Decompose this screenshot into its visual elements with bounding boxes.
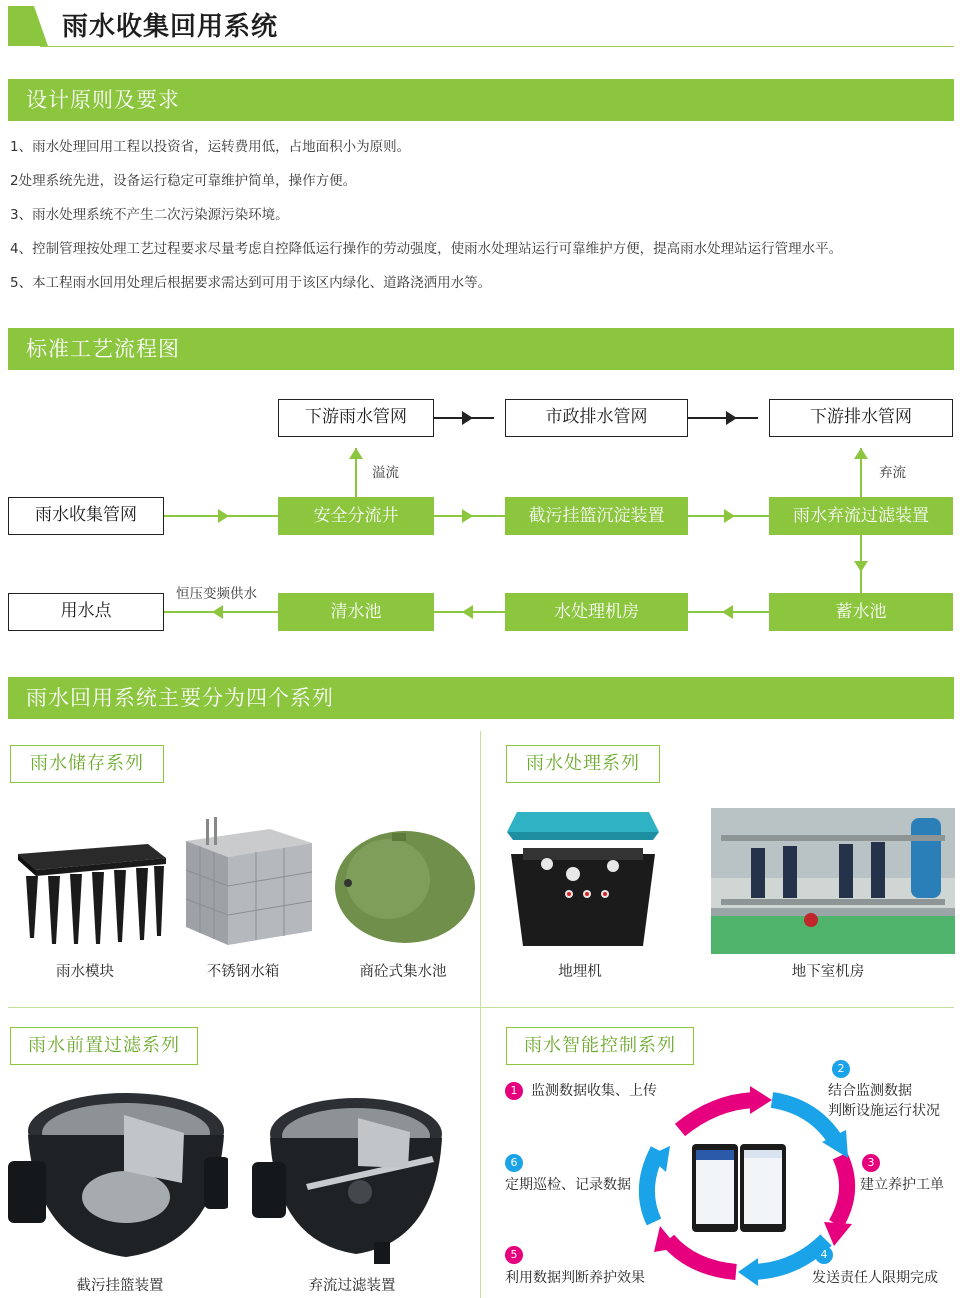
concrete-pool-image: [330, 823, 480, 947]
cycle-arc-2: [772, 1100, 834, 1138]
cycle-arc-5: [668, 1240, 736, 1272]
flow-box-diversion-well: 安全分流井: [278, 497, 434, 535]
page-title: 雨水收集回用系统: [62, 12, 279, 42]
series-storage-tag: 雨水储存系列: [10, 745, 164, 783]
series-control-tag: 雨水智能控制系列: [506, 1027, 694, 1065]
flow-box-sediment: 截污挂篮沉淀装置: [505, 497, 688, 535]
rule-2: 2处理系统先进，设备运行稳定可靠维护简单，操作方便。: [10, 173, 357, 189]
cycle-arc-1: [680, 1100, 754, 1130]
section-series-header: 雨水回用系统主要分为四个系列: [8, 677, 954, 719]
rule-1: 1、雨水处理回用工程以投资省，运转费用低，占地面积小为原则。: [10, 139, 411, 155]
caption-concrete-pool: 商砼式集水池: [359, 964, 447, 980]
title-corner-shape: [0, 0, 50, 47]
series-treatment-tag: 雨水处理系列: [506, 745, 660, 783]
flow-label-overflow: 溢流: [372, 465, 399, 481]
title-underline: [40, 46, 954, 47]
discard-filter-image: [252, 1092, 460, 1268]
step-text-4: 发送责任人限期完成: [812, 1270, 938, 1286]
step-text-3: 建立养护工单: [860, 1177, 944, 1193]
flow-label-discard: 弃流: [879, 465, 906, 481]
section-flow-header: 标准工艺流程图: [8, 328, 954, 370]
flow-arrow-bot-1: [212, 605, 223, 619]
step-badge-5: 5: [505, 1246, 523, 1264]
series-divider-horizontal: [8, 1007, 954, 1008]
caption-buried-machine: 地埋机: [558, 964, 602, 980]
rule-5: 5、本工程雨水回用处理后根据要求需达到可用于该区内绿化、道路浇洒用水等。: [10, 275, 492, 291]
flow-arrow-down: [854, 561, 868, 572]
step-text-2a: 结合监测数据: [828, 1083, 912, 1099]
flow-box-storage-pool: 蓄水池: [769, 593, 953, 631]
series-divider-vertical: [480, 731, 481, 1298]
flow-arrow-bot-3: [722, 605, 733, 619]
step-text-6: 定期巡检、记录数据: [505, 1177, 631, 1193]
step-badge-3: 3: [862, 1154, 880, 1172]
step-badge-6: 6: [505, 1154, 523, 1172]
buried-machine-image: [503, 804, 663, 954]
caption-discard-filter: 弃流过滤装置: [308, 1278, 396, 1294]
step-text-5: 利用数据判断养护效果: [505, 1270, 645, 1286]
step-badge-4: 4: [815, 1246, 833, 1264]
cycle-arc-3: [836, 1156, 847, 1224]
flow-arrow-top-1: [462, 411, 473, 425]
series-prefilter-tag: 雨水前置过滤系列: [10, 1027, 198, 1065]
flow-line-top-2: [688, 417, 758, 419]
flow-box-municipal-drain: 市政排水管网: [505, 399, 688, 437]
caption-steel-tank: 不锈钢水箱: [206, 964, 280, 980]
flow-arrow-discard: [854, 448, 868, 459]
rule-3: 3、雨水处理系统不产生二次污染源污染环境。: [10, 207, 289, 223]
flow-label-supply: 恒压变频供水: [176, 586, 257, 602]
step-badge-1: 1: [505, 1082, 523, 1100]
flow-box-downstream-drain: 下游排水管网: [769, 399, 953, 437]
flow-box-collection: 雨水收集管网: [8, 497, 164, 535]
step-text-2b: 判断设施运行状况: [828, 1103, 940, 1119]
rain-module-image: [8, 836, 168, 948]
flow-arrow-mid-2: [462, 509, 473, 523]
caption-rain-module: 雨水模块: [56, 964, 114, 980]
caption-basket-device: 截污挂篮装置: [76, 1278, 164, 1294]
flow-box-clean-pool: 清水池: [278, 593, 434, 631]
flow-box-use-point: 用水点: [8, 593, 164, 631]
steel-tank-image: [178, 815, 318, 947]
basement-room-image: [711, 808, 955, 954]
flow-arrow-mid-1: [218, 509, 229, 523]
step-text-1: 监测数据收集、上传: [531, 1083, 657, 1099]
flow-arrow-mid-3: [724, 509, 735, 523]
basket-device-image: [8, 1087, 228, 1269]
flow-box-machine-room: 水处理机房: [505, 593, 688, 631]
flow-box-downstream-rain: 下游雨水管网: [278, 399, 434, 437]
section-design-header: 设计原则及要求: [8, 79, 954, 121]
title-corner: [0, 0, 50, 47]
step-badge-2: 2: [832, 1060, 850, 1078]
rule-4: 4、控制管理按处理工艺过程要求尽量考虑自控降低运行操作的劳动强度，使雨水处理站运行可靠维护方便，提高雨水处理站运行管理水平。: [10, 241, 843, 257]
flow-arrow-bot-2: [462, 605, 473, 619]
caption-basement-room: 地下室机房: [791, 964, 865, 980]
flow-arrow-overflow: [349, 448, 363, 459]
flow-arrow-top-2: [726, 411, 737, 425]
flow-box-filter: 雨水弃流过滤装置: [769, 497, 953, 535]
